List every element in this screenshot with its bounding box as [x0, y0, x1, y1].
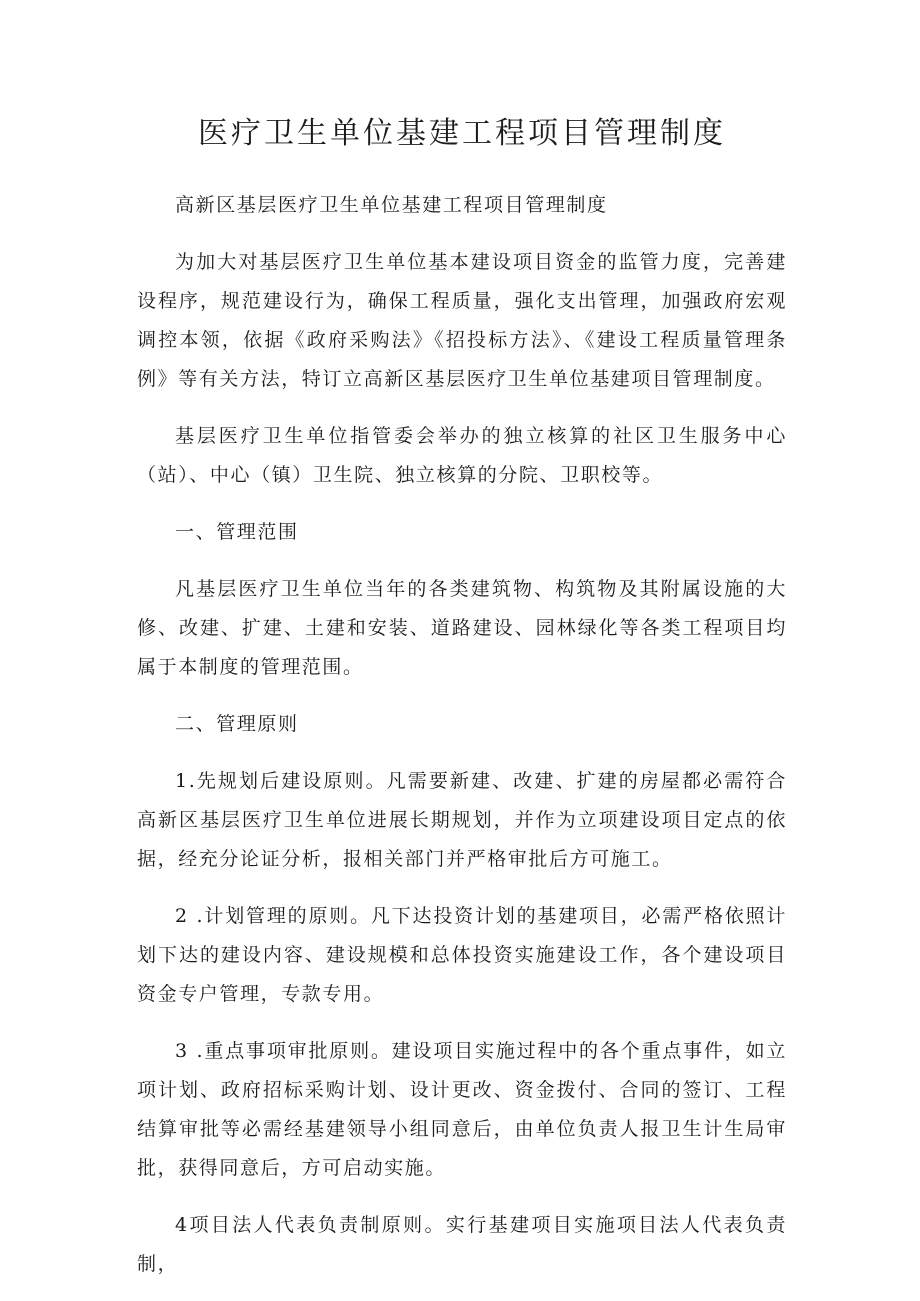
- section-heading-principles: 二、管理原则: [175, 713, 299, 735]
- document-subtitle: 高新区基层医疗卫生单位基建工程项目管理制度: [175, 194, 608, 216]
- paragraph-purpose: 为加大对基层医疗卫生单位基本建设项目资金的监管力度，完善建设程序，规范建设行为，确保工程质量，强化支出管理，加强政府宏观调控本领，依据《政府采购法》《招投标方法》、《建设工程质量管理条例》等有关方法，特订立高新区基层医疗卫生单位基建项目管理制度。: [137, 251, 787, 390]
- paragraph-principle-3: 3 .重点事项审批原则。建设项目实施过程中的各个重点事件，如立项计划、政府招标采购计划、设计更改、资金拨付、合同的签订、工程结算审批等必需经基建领导小组同意后，由单位负责人报卫生计生局审批，获得同意后，方可启动实施。: [137, 1040, 787, 1179]
- paragraph-definition: 基层医疗卫生单位指管委会举办的独立核算的社区卫生服务中心（站）、中心（镇）卫生院、独立核算的分院、卫职校等。: [137, 425, 787, 486]
- paragraph-principle-2: 2 .计划管理的原则。凡下达投资计划的基建项目，必需严格依照计划下达的建设内容、建设规模和总体投资实施建设工作，各个建设项目资金专户管理，专款专用。: [137, 905, 787, 1005]
- paragraph-principle-4: 4项目法人代表负责制原则。实行基建项目实施项目法人代表负责制，: [137, 1214, 787, 1275]
- document-title: 医疗卫生单位基建工程项目管理制度: [198, 116, 726, 151]
- paragraph-scope: 凡基层医疗卫生单位当年的各类建筑物、构筑物及其附属设施的大修、改建、扩建、土建和安装、道路建设、园林绿化等各类工程项目均属于本制度的管理范围。: [137, 578, 787, 678]
- section-heading-scope: 一、管理范围: [175, 521, 299, 543]
- paragraph-principle-1: 1.先规划后建设原则。凡需要新建、改建、扩建的房屋都必需符合高新区基层医疗卫生单位进展长期规划，并作为立项建设项目定点的依据，经充分论证分析，报相关部门并严格审批后方可施工。: [137, 770, 787, 870]
